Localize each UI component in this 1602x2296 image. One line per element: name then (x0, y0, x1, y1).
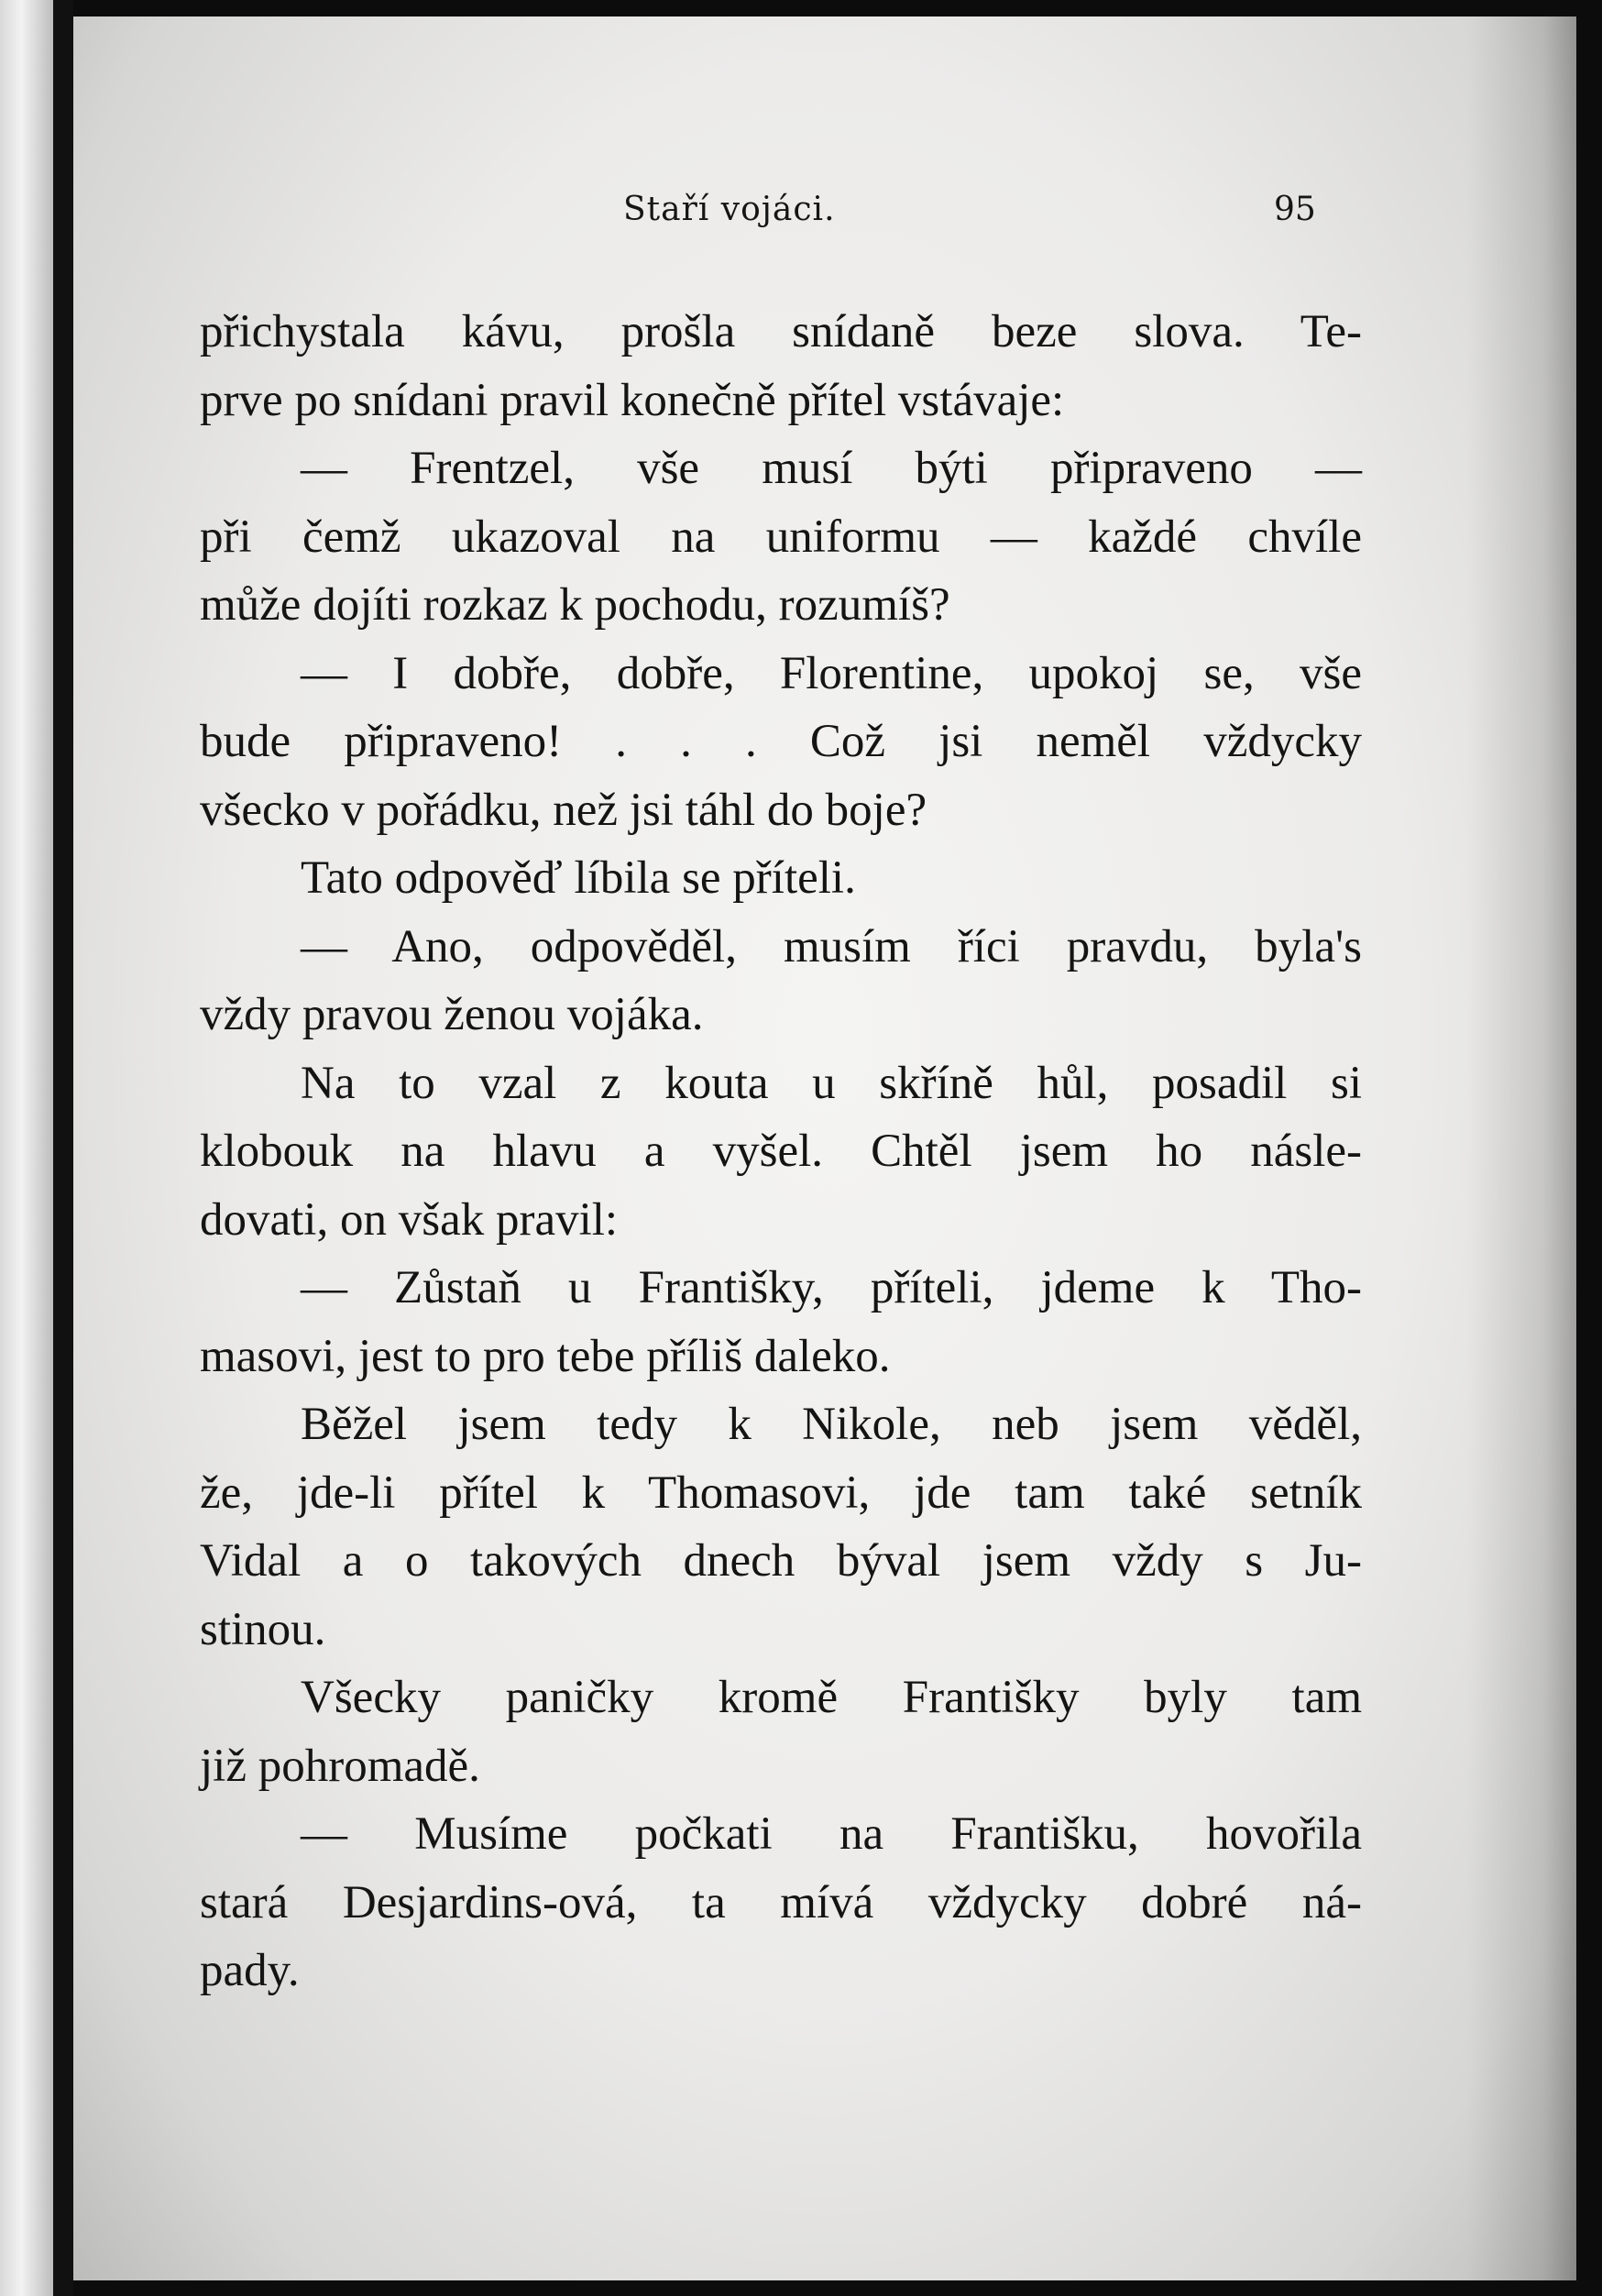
text-line: již pohromadě. (200, 1740, 480, 1792)
text-line: všecko v pořádku, než jsi táhl do boje? (200, 784, 927, 836)
text-line: že, jde-li přítel k Thomasovi, jde tam také setník (200, 1467, 1362, 1519)
text-line: Tato odpověď líbila se příteli. (301, 852, 856, 904)
text-line: pady. (200, 1945, 300, 1996)
book-binding (0, 0, 53, 2296)
text-line: stinou. (200, 1603, 326, 1655)
text-line: při čemž ukazoval na uniformu — každé chvíle (200, 511, 1362, 563)
text-line: Všecky paničky kromě Františky byly tam (301, 1672, 1362, 1723)
text-line: prve po snídani pravil konečně přítel vstávaje: (200, 374, 1065, 426)
text-line: — Zůstaň u Františky, příteli, jdeme k Tho- (301, 1262, 1362, 1313)
text-line: může dojíti rozkaz k pochodu, rozumíš? (200, 579, 950, 631)
text-line: masovi, jest to pro tebe příliš daleko. (200, 1330, 891, 1382)
text-line: bude připraveno! . . . Což jsi neměl vždycky (200, 716, 1362, 767)
text-line: Běžel jsem tedy k Nikole, neb jsem věděl, (301, 1399, 1362, 1450)
text-line: přichystala kávu, prošla snídaně beze slova. Te- (200, 306, 1362, 357)
text-line: — Musíme počkati na Františku, hovořila (301, 1808, 1362, 1860)
text-line: — Frentzel, vše musí býti připraveno — (301, 443, 1362, 494)
text-line: Na to vzal z kouta u skříně hůl, posadil si (301, 1057, 1362, 1109)
text-line: klobouk na hlavu a vyšel. Chtěl jsem ho násle- (200, 1126, 1362, 1177)
book-gutter (53, 0, 73, 2296)
text-line: Vidal a o takových dnech býval jsem vždy s Ju- (200, 1535, 1362, 1587)
text-line: vždy pravou ženou vojáka. (200, 989, 704, 1040)
page-number: 95 (1274, 191, 1316, 228)
text-line: stará Desjardins-ová, ta mívá vždycky dobré ná- (200, 1876, 1362, 1928)
text-line: dovati, on však pravil: (200, 1193, 619, 1246)
running-title: Staří vojáci. (623, 191, 836, 228)
text-line: — I dobře, dobře, Florentine, upokoj se, vše (301, 647, 1362, 699)
body-text (200, 298, 1362, 2005)
text-line: — Ano, odpověděl, musím říci pravdu, byla's (301, 920, 1362, 972)
